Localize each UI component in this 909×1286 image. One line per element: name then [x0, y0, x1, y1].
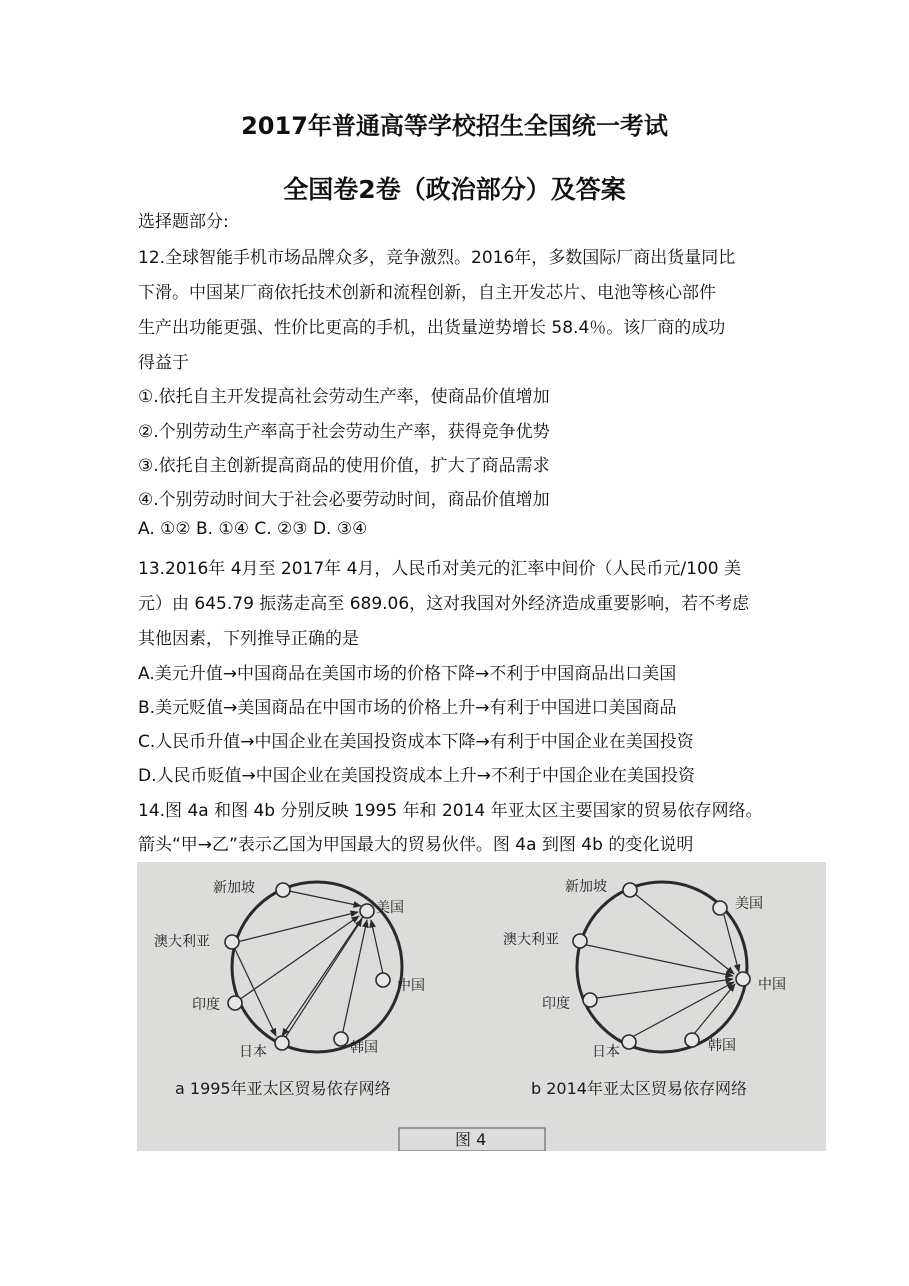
network-diagrams: [137, 862, 826, 1151]
node-australia: [573, 934, 587, 948]
question-text-line: 13.2016年 4月至 2017年 4月，人民币对美元的汇率中间价（人民币元/100 美: [138, 559, 741, 579]
label-korea: 韩国: [708, 1038, 736, 1054]
question-text-line: 14.图 4a 和图 4b 分别反映 1995 年和 2014 年亚太区主要国家的贸易依存网络。: [138, 801, 763, 821]
figure-label: 图 4: [455, 1130, 487, 1149]
arrow-korea-to-usa: [342, 920, 367, 1036]
node-singapore: [276, 883, 290, 897]
option-line: ①.依托自主开发提高社会劳动生产率，使商品价值增加: [138, 387, 550, 407]
option-line: A.美元升值→中国商品在美国市场的价格下降→不利于中国商品出口美国: [138, 664, 677, 684]
section-label: 选择题部分:: [138, 212, 229, 232]
node-japan: [275, 1036, 289, 1050]
arrow-usa-to-japan: [282, 912, 366, 1036]
label-india: 印度: [542, 996, 570, 1012]
exam-title: 2017年普通高等学校招生全国统一考试: [241, 112, 668, 140]
option-line: ②.个别劳动生产率高于社会劳动生产率，获得竞争优势: [138, 422, 550, 442]
arrow-japan-to-china: [634, 982, 734, 1036]
option-line: C.人民币升值→中国企业在美国投资成本下降→有利于中国企业在美国投资: [138, 732, 694, 752]
node-china: [736, 972, 750, 986]
node-korea: [334, 1032, 348, 1046]
arrow-japan-to-usa: [285, 919, 362, 1038]
diagram-a-1995: [154, 880, 425, 1060]
caption-b: b 2014年亚太区贸易依存网络: [531, 1079, 747, 1098]
question-text-line: 元）由 645.79 振荡走高至 689.06，这对我国对外经济造成重要影响，若不考虑: [138, 594, 750, 614]
arrow-australia-to-usa: [233, 912, 358, 943]
arrow-singapore-to-usa: [289, 891, 361, 906]
figure-4-trade-network: [137, 862, 826, 1151]
label-japan: 日本: [592, 1044, 620, 1060]
node-india: [583, 993, 597, 1007]
arrow-india-to-china: [597, 979, 733, 998]
node-singapore: [623, 883, 637, 897]
label-india: 印度: [192, 997, 220, 1013]
node-japan: [622, 1035, 636, 1049]
label-australia: 澳大利亚: [154, 934, 210, 950]
label-usa: 美国: [735, 896, 763, 912]
node-china: [376, 973, 390, 987]
option-line: D.人民币贬值→中国企业在美国投资成本上升→不利于中国企业在美国投资: [138, 766, 695, 786]
node-usa: [713, 901, 727, 915]
question-text-line: 12.全球智能手机市场品牌众多，竞争激烈。2016年，多数国际厂商出货量同比: [138, 248, 736, 268]
label-usa: 美国: [376, 900, 404, 916]
arrow-australia-to-china: [582, 944, 733, 976]
node-usa: [360, 904, 374, 918]
question-text-line: 下滑。中国某厂商依托技术创新和流程创新，自主开发芯片、电池等核心部件: [138, 283, 716, 303]
question-text-line: 得益于: [138, 353, 189, 373]
label-japan: 日本: [239, 1044, 267, 1060]
label-china: 中国: [397, 978, 425, 994]
node-australia: [225, 935, 239, 949]
question-text-line: 其他因素，下列推导正确的是: [138, 629, 359, 649]
label-singapore: 新加坡: [565, 879, 607, 895]
arrow-korea-to-china: [694, 984, 735, 1034]
caption-a: a 1995年亚太区贸易依存网络: [175, 1079, 391, 1098]
diagram-b-2014: [503, 879, 786, 1060]
arrow-china-to-usa: [371, 920, 383, 974]
exam-subtitle: 全国卷2卷（政治部分）及答案: [283, 175, 626, 204]
option-line: B.美元贬值→美国商品在中国市场的价格上升→有利于中国进口美国商品: [138, 698, 677, 718]
arrow-australia-to-japan: [235, 949, 276, 1036]
answer-choices: A. ①② B. ①④ C. ②③ D. ③④: [138, 519, 368, 539]
question-text-line: 生产出功能更强、性价比更高的手机，出货量逆势增长 58.4％。该厂商的成功: [138, 318, 726, 338]
label-korea: 韩国: [350, 1040, 378, 1056]
label-singapore: 新加坡: [213, 880, 255, 896]
label-australia: 澳大利亚: [503, 932, 559, 948]
node-korea: [685, 1033, 699, 1047]
option-line: ④.个别劳动时间大于社会必要劳动时间，商品价值增加: [138, 490, 550, 510]
label-china: 中国: [758, 977, 786, 993]
question-text-line: 箭头“甲→乙”表示乙国为甲国最大的贸易伙伴。图 4a 到图 4b 的变化说明: [138, 835, 694, 855]
node-india: [228, 996, 242, 1010]
option-line: ③.依托自主创新提高商品的使用价值，扩大了商品需求: [138, 456, 550, 476]
